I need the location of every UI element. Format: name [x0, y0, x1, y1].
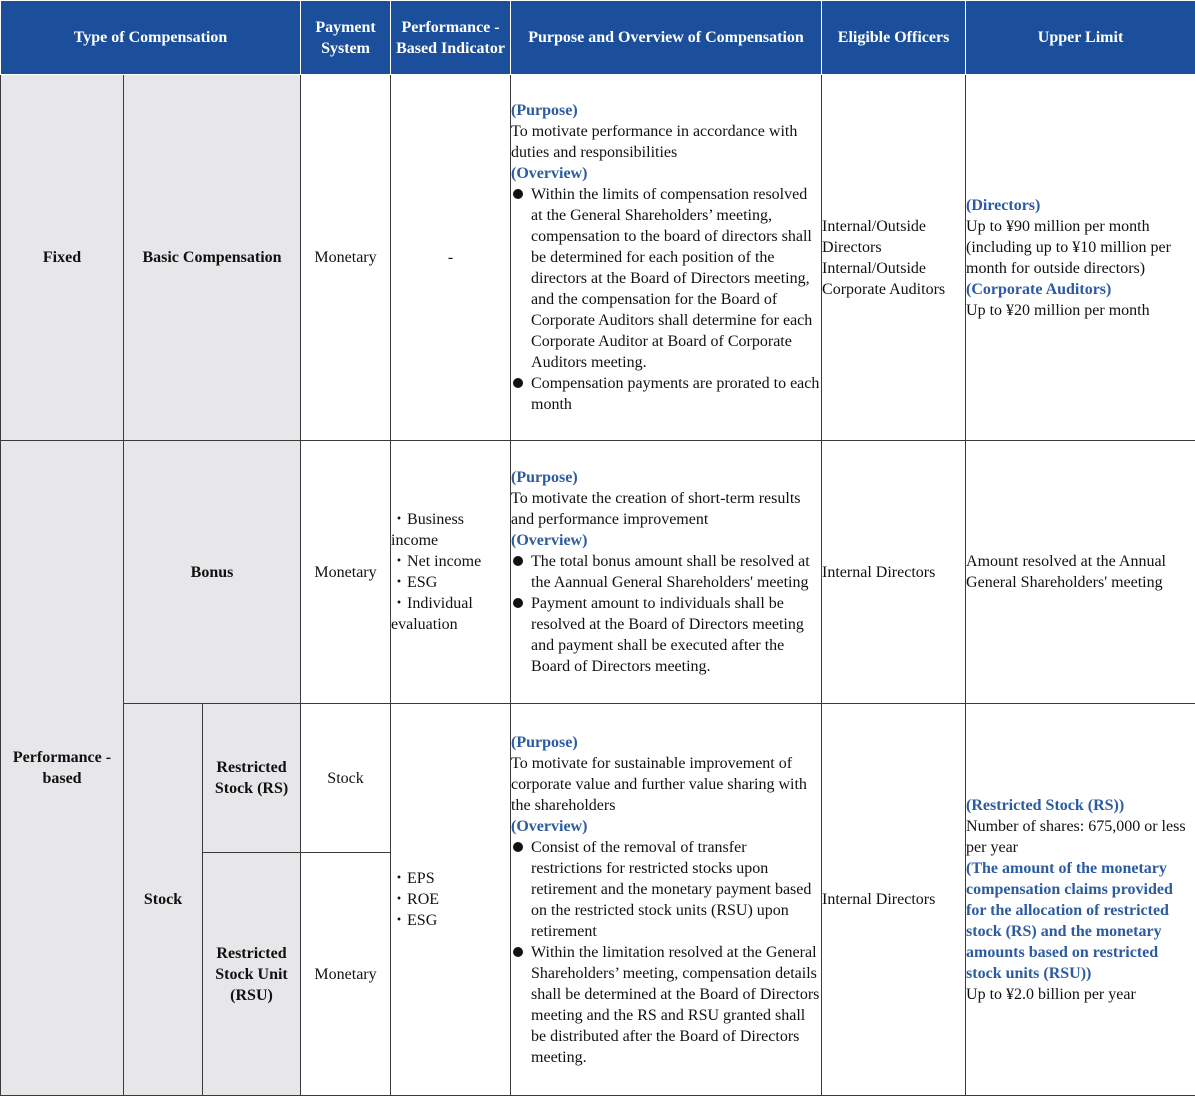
overview-list: [511, 837, 821, 1068]
bonus-row: [1, 441, 1195, 704]
rs-payment: Stock: [301, 704, 391, 853]
indicator-item: ・ESG: [391, 574, 438, 591]
limit-directors-text: Up to ¥90 million per month (including up to ¥10 million per month for outside directors): [966, 217, 1171, 277]
purpose-text: To motivate the creation of short-term results and performance improvement: [511, 490, 801, 528]
overview-list: [511, 184, 821, 415]
limit-directors-heading: (Directors): [966, 196, 1041, 214]
purpose-heading: (Purpose): [511, 733, 578, 751]
purpose-text: To motivate performance in accordance with duties and responsibilities: [511, 123, 798, 161]
limit-rs-text: Number of shares: 675,000 or less per year: [966, 817, 1186, 856]
purpose-text: To motivate for sustainable improvement of corporate value and further value sharing with the shareholders: [511, 754, 807, 814]
header-indicator: Performance -Based Indicator: [391, 1, 511, 75]
rs-row: [1, 704, 1195, 853]
limit-rs-heading: (Restricted Stock (RS)): [966, 796, 1125, 814]
fixed-category: Fixed: [1, 75, 124, 441]
stock-limit: [966, 704, 1195, 1096]
fixed-payment: Monetary: [301, 75, 391, 441]
overview-item: Payment amount to individuals shall be resolved at the Board of Directors meeting and payment shall be executed after the Board of Directors meeting.: [511, 593, 821, 677]
fixed-row: [1, 75, 1195, 441]
overview-heading: (Overview): [511, 532, 588, 549]
header-limit: Upper Limit: [966, 1, 1195, 75]
stock-name: Stock: [124, 704, 203, 1096]
rs-name: Restricted Stock (RS): [203, 704, 301, 853]
limit-auditors-text: Up to ¥20 million per month: [966, 301, 1150, 319]
indicator-item: ・EPS: [391, 870, 435, 887]
overview-item: Consist of the removal of transfer restrictions for restricted stocks upon retirement and the monetary payment based on the restricted stock units (RSU) upon retirement: [511, 837, 821, 942]
header-type: Type of Compensation: [1, 1, 301, 75]
stock-indicators: [391, 704, 511, 1096]
bonus-limit: Amount resolved at the Annual General Shareholders' meeting: [966, 441, 1195, 704]
header-eligible: Eligible Officers: [822, 1, 966, 75]
stock-purpose-cell: [511, 704, 822, 1096]
bonus-purpose-cell: [511, 441, 822, 704]
overview-item: Compensation payments are prorated to each month: [511, 373, 821, 415]
overview-item: Within the limits of compensation resolved at the General Shareholders’ meeting, compensation to the board of directors shall be determined for each position of the directors at the Board of Directors meeting, and the compensation for the Board of Corporate Auditors shall determine for each Corporate Auditor at Board of Corporate Auditors meeting.: [511, 184, 821, 373]
basic-compensation-name: Basic Compensation: [124, 75, 301, 441]
rsu-payment: Monetary: [301, 853, 391, 1096]
stock-eligible: Internal Directors: [822, 704, 966, 1096]
bonus-name: Bonus: [124, 441, 301, 704]
overview-item: The total bonus amount shall be resolved at the Aannual General Shareholders' meeting: [511, 551, 821, 593]
bonus-eligible: Internal Directors: [822, 441, 966, 704]
indicator-item: ・Individual evaluation: [391, 595, 473, 633]
purpose-heading: (Purpose): [511, 102, 578, 119]
overview-heading: (Overview): [511, 817, 588, 835]
indicator-item: ・Net income: [391, 553, 482, 570]
overview-list: [511, 551, 821, 677]
rsu-name: Restricted Stock Unit (RSU): [203, 853, 301, 1096]
fixed-limit: [966, 75, 1195, 441]
overview-item: Within the limitation resolved at the General Shareholders’ meeting, compensation details shall be determined at the Board of Directors meeting and the RS and RSU granted shall be distributed after the Board of Directors meeting.: [511, 942, 821, 1068]
indicator-item: ・ROE: [391, 891, 440, 908]
fixed-indicator: -: [391, 75, 511, 441]
limit-auditors-heading: (Corporate Auditors): [966, 280, 1112, 298]
purpose-heading: (Purpose): [511, 469, 578, 486]
eligible-line: Internal/Outside Corporate Auditors: [822, 259, 946, 298]
indicator-item: ・ESG: [391, 912, 438, 929]
indicator-item: ・Business income: [391, 511, 464, 549]
limit-amount-heading: (The amount of the monetary compensation claims provided for the allocation of restricted stock (RS) and the monetary amounts based on restricted stock units (RSU)): [966, 859, 1173, 982]
bonus-indicators: [391, 441, 511, 704]
fixed-eligible: [822, 75, 966, 441]
eligible-line: Internal/Outside Directors: [822, 217, 926, 256]
performance-category: Performance -based: [1, 441, 124, 1096]
header-row: [1, 1, 1195, 75]
header-payment: Payment System: [301, 1, 391, 75]
fixed-purpose-cell: [511, 75, 822, 441]
header-purpose: Purpose and Overview of Compensation: [511, 1, 822, 75]
bonus-payment: Monetary: [301, 441, 391, 704]
limit-amount-text: Up to ¥2.0 billion per year: [966, 985, 1136, 1003]
overview-heading: (Overview): [511, 165, 588, 182]
